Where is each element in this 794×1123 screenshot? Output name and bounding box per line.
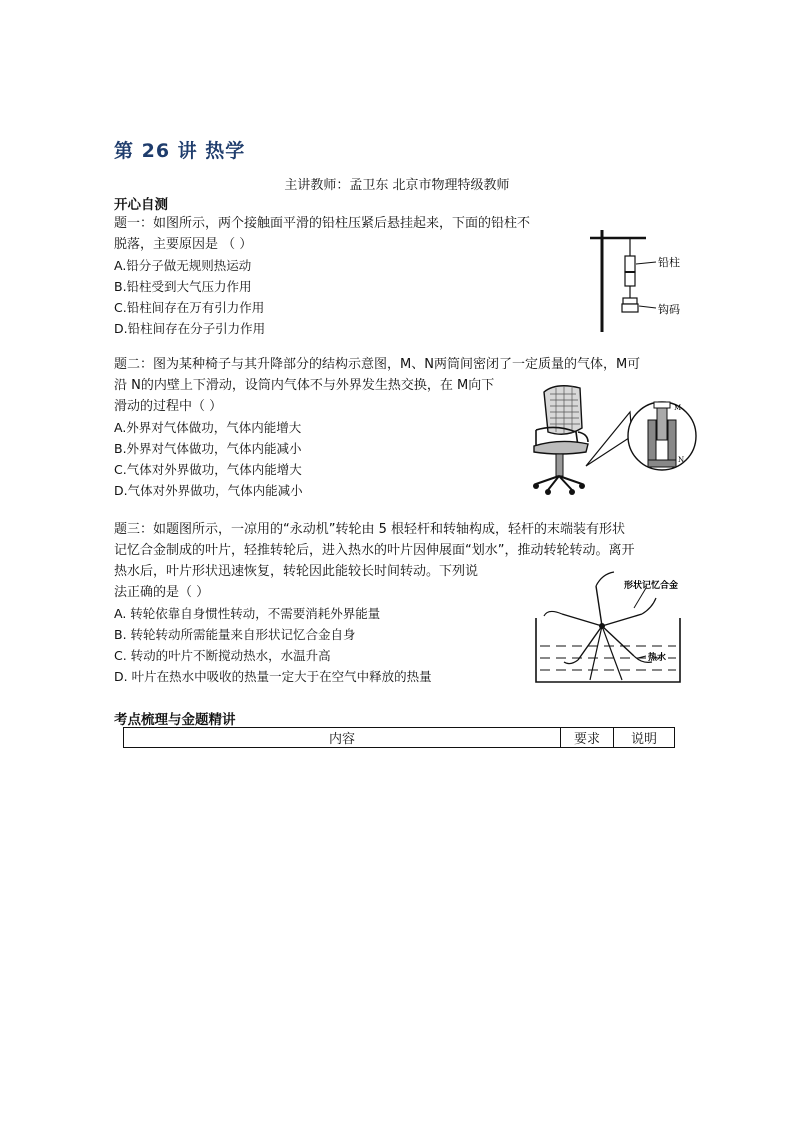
question-3-line: 记忆合金制成的叶片，轻推转轮后，进入热水的叶片因伸展面“划水”，推动转轮转动。离开: [114, 543, 635, 558]
lead-cylinder-figure: [588, 228, 698, 336]
question-3-line: 题三：如题图所示，一凉用的“永动机”转轮由 5 根轻杆和转轴构成，轻杆的末端装有形状: [114, 522, 626, 537]
question-3-option-b: B. 转轮转动所需能量来自形状记忆合金自身: [114, 627, 356, 642]
chair-figure: [526, 380, 700, 498]
question-1-option-b: B.铅柱受到大气压力作用: [114, 279, 252, 294]
table-header-content: 内容: [124, 728, 561, 748]
page-title: 第 26 讲 热学: [114, 140, 246, 162]
question-2-option-d: D.气体对外界做功，气体内能减小: [114, 483, 303, 498]
question-2-option-a: A.外界对气体做功，气体内能增大: [114, 420, 302, 435]
fig2-label-m: M: [674, 404, 682, 412]
question-2-line: 沿 N的内壁上下滑动，设筒内气体不与外界发生热交换，在 M向下: [114, 378, 495, 393]
question-3-option-d: D. 叶片在热水中吸收的热量一定大于在空气中释放的热量: [114, 669, 432, 684]
question-1-option-d: D.铅柱间存在分子引力作用: [114, 321, 266, 336]
section-heading-self-test: 开心自测: [114, 197, 168, 213]
question-3-option-c: C. 转动的叶片不断搅动热水，水温升高: [114, 648, 331, 663]
question-1-line: 题一：如图所示，两个接触面平滑的铅柱压紧后悬挂起来，下面的铅柱不: [114, 216, 531, 231]
table-header-requirement: 要求: [561, 728, 614, 748]
teacher-info: 主讲教师：孟卫东 北京市物理特级教师: [284, 178, 510, 193]
table-header-notes: 说明: [614, 728, 675, 748]
fig1-label-weight: 钩码: [658, 303, 680, 316]
question-2-line: 滑动的过程中（ ）: [114, 399, 223, 414]
question-3-option-a: A. 转轮依靠自身惯性转动，不需要消耗外界能量: [114, 606, 381, 621]
question-1-line: 脱落，主要原因是 （ ）: [114, 237, 253, 252]
question-2-option-c: C.气体对外界做功，气体内能增大: [114, 462, 302, 477]
question-1-option-a: A.铅分子做无规则热运动: [114, 258, 252, 273]
fig1-label-lead: 铅柱: [658, 256, 680, 269]
question-2-line: 题二：图为某种椅子与其升降部分的结构示意图，M、N两筒间密闭了一定质量的气体，M可: [114, 357, 641, 372]
question-1-option-c: C.铅柱间存在万有引力作用: [114, 300, 265, 315]
question-3-line: 法正确的是（ ）: [114, 585, 210, 600]
section-heading-key-points: 考点梳理与金题精讲: [114, 712, 236, 728]
fig3-label-alloy: 形状记忆合金: [624, 581, 679, 591]
wheel-figure: [530, 568, 700, 686]
question-3-line: 热水后，叶片形状迅速恢复，转轮因此能较长时间转动。下列说: [114, 564, 479, 579]
fig3-label-hot-water: 热水: [648, 653, 667, 663]
question-2-option-b: B.外界对气体做功，气体内能减小: [114, 441, 302, 456]
fig2-label-n: N: [678, 456, 685, 464]
requirements-table: [123, 727, 675, 748]
question-1: [114, 213, 530, 339]
table-header-row: [124, 728, 675, 748]
